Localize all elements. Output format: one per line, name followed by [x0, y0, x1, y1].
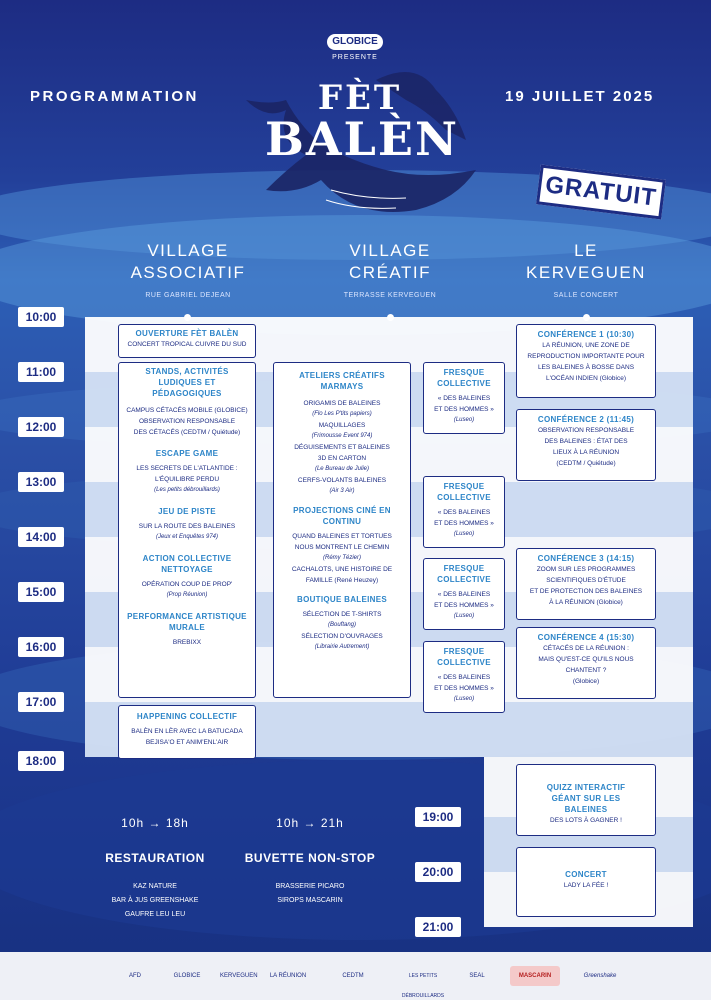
event-line: OBSERVATION RESPONSABLE [138, 418, 236, 425]
vendor-item: GAUFRE LEU LEU [124, 911, 186, 918]
event-title: FRESQUE COLLECTIVE [437, 564, 491, 584]
time-label: 11:00 [18, 362, 64, 382]
partner-logo: LA RÉUNION [269, 973, 307, 979]
event-title: STANDS, ACTIVITÉS LUDIQUES ET PÉDAGOGIQUES [145, 367, 229, 398]
event-title: CONFÉRENCE 3 (14:15) [537, 554, 635, 563]
event-title: CONFÉRENCE 2 (11:45) [537, 415, 635, 424]
event-credit: (Luseo) [453, 613, 475, 619]
event-line: ET DES HOMMES » [434, 406, 494, 413]
partner-logo: MASCARIN [510, 966, 560, 986]
event-line: CONCERT TROPICAL CUIVRE DU SUD [127, 341, 247, 348]
event-title: PROJECTIONS CINÉ EN CONTINU [293, 506, 391, 526]
event-line: ET DES HOMMES » [434, 685, 494, 692]
partner-logo: Greenshake [583, 973, 617, 979]
programmation-label: PROGRAMMATION [30, 88, 199, 105]
column-title-line: VILLAGE [147, 241, 229, 260]
event-line: LADY LA FÉE ! [563, 882, 609, 889]
event-line: DES LOTS À GAGNER ! [550, 817, 622, 824]
concert-box [516, 847, 656, 917]
event-line: FAMILLE (René Heuzey) [305, 577, 379, 584]
event-credit: (Le Bureau de Julie) [314, 466, 370, 472]
event-title: CONFÉRENCE 1 (10:30) [537, 330, 635, 339]
vendor-item: BAR À JUS GREENSHAKE [111, 897, 199, 904]
buvette-title: BUVETTE NON-STOP [244, 851, 376, 865]
event-line: SÉLECTION D'OUVRAGES [301, 633, 383, 640]
event-line: SCIENTIFIQUES D'ÉTUDE [546, 577, 626, 584]
event-line: CÉTACÉS DE LA RÉUNION : [543, 645, 629, 652]
event-title: ATELIERS CRÉATIFS MARMAYS [299, 371, 385, 391]
event-title: FRESQUE COLLECTIVE [437, 647, 491, 667]
event-line: « DES BALEINES [437, 591, 491, 598]
event-line: QUAND BALEINES ET TORTUES [292, 533, 392, 540]
time-label: 19:00 [415, 807, 461, 827]
vendor-item: KAZ NATURE [133, 883, 177, 890]
time-label: 18:00 [18, 751, 64, 771]
event-credit: (Frimousse Event 974) [311, 433, 373, 439]
partner-logo: SEAL [469, 973, 485, 979]
time-label: 12:00 [18, 417, 64, 437]
event-line: OPÉRATION COUP DE PROP' [141, 581, 233, 588]
event-line: LA RÉUNION, UNE ZONE DE [542, 342, 630, 349]
event-line: « DES BALEINES [437, 674, 491, 681]
event-line: (CEDTM / Quiétude) [556, 460, 616, 467]
time-label: 20:00 [415, 862, 461, 882]
event-title: PERFORMANCE ARTISTIQUE MURALE [127, 612, 247, 632]
quizz-box [516, 764, 656, 836]
ouverture-box [118, 324, 256, 358]
restauration-list [95, 880, 215, 922]
time-label: 16:00 [18, 637, 64, 657]
event-line: MAIS QU'EST-CE QU'ILS NOUS [538, 656, 634, 663]
column-header-associatif [108, 240, 268, 284]
partner-logo: GLOBICE [173, 973, 201, 979]
event-title: FRESQUE COLLECTIVE [437, 368, 491, 388]
happening-box [118, 705, 256, 759]
event-line: « DES BALEINES [437, 509, 491, 516]
event-line: L'ÉQUILIBRE PERDU [154, 476, 220, 483]
column-title-line: ASSOCIATIF [130, 263, 246, 282]
restauration-time: 10h → 18h [121, 816, 189, 830]
column-title-line: KERVEGUEN [526, 263, 646, 282]
event-credit: (Prop Réunion) [166, 592, 208, 598]
event-line: DES BALEINES : ÉTAT DES [544, 438, 628, 445]
event-credit: (Luseo) [453, 531, 475, 537]
event-credit: (Air 3 Air) [329, 488, 355, 494]
event-line: DES CÉTACÉS (CEDTM / Quiétude) [133, 429, 241, 436]
vendor-item: BRASSERIE PICARO [275, 883, 345, 890]
event-credit: (Luseo) [453, 696, 475, 702]
event-title: ACTION COLLECTIVE NETTOYAGE [142, 554, 232, 574]
event-title: FRESQUE COLLECTIVE [437, 482, 491, 502]
event-line: DÉGUISEMENTS ET BALEINES [294, 444, 390, 451]
title-fet: FÈT [317, 78, 403, 118]
event-line: BREBIXX [172, 639, 202, 646]
event-line: CAMPUS CÉTACÉS MOBILE (GLOBICE) [126, 407, 248, 414]
fresque-box [423, 476, 505, 548]
partner-logo: LES PETITS DÉBROUILLARDS [401, 973, 445, 999]
event-title: JEU DE PISTE [158, 507, 216, 516]
conference-box [516, 627, 656, 699]
fresque-box [423, 558, 505, 630]
time-label: 10:00 [18, 307, 64, 327]
event-line: ET DES HOMMES » [434, 520, 494, 527]
column-location: RUE GABRIEL DEJEAN [145, 292, 231, 299]
partner-logo: AFD [129, 973, 141, 979]
time-label: 17:00 [18, 692, 64, 712]
event-line: SUR LA ROUTE DES BALEINES [138, 523, 236, 530]
event-title: QUIZZ INTERACTIF GÉANT SUR LES BALEINES [546, 783, 626, 814]
column-location: TERRASSE KERVEGUEN [343, 292, 437, 299]
time-label: 13:00 [18, 472, 64, 492]
time-label: 15:00 [18, 582, 64, 602]
event-line: (Globice) [572, 678, 600, 685]
column-header-kerveguen [506, 240, 666, 284]
vendor-item: SIROPS MASCARIN [277, 897, 343, 904]
event-line: CERFS-VOLANTS BALEINES [297, 477, 387, 484]
event-line: BALÈN EN LÈR AVEC LA BATUCADA [131, 728, 243, 735]
event-line: ORIGAMIS DE BALEINES [303, 400, 381, 407]
event-date: 19 JUILLET 2025 [505, 88, 655, 105]
event-line: « DES BALEINES [437, 395, 491, 402]
event-line: ET DE PROTECTION DES BALEINES [529, 588, 643, 595]
event-credit: (Flo Les P'tits papiers) [312, 411, 372, 417]
event-line: CHANTENT ? [565, 667, 607, 674]
event-line: 3D EN CARTON [317, 455, 367, 462]
event-title: BOUTIQUE BALEINES [297, 595, 387, 604]
event-line: LES SECRETS DE L'ATLANTIDE : [136, 465, 238, 472]
event-credit: (Rémy Tézier) [322, 555, 361, 561]
partner-logo: KERVEGUEN [220, 973, 258, 979]
event-line: CACHALOTS, UNE HISTOIRE DE [291, 566, 393, 573]
event-credit: (Luseo) [453, 417, 475, 423]
event-title: HAPPENING COLLECTIF [136, 712, 238, 721]
event-credit: (Bouftang) [327, 622, 357, 628]
restauration-title: RESTAURATION [105, 851, 205, 865]
globice-logo: GLOBICE [327, 34, 383, 50]
partner-logo: CEDTM [342, 973, 364, 979]
event-credit: (Jeux et Enquêtes 974) [155, 534, 219, 540]
event-line: LES BALEINES À BOSSE DANS [537, 364, 635, 371]
event-line: ET DES HOMMES » [434, 602, 494, 609]
column-header-creatif [310, 240, 470, 284]
column-title-line: LE [574, 241, 598, 260]
event-line: MAQUILLAGES [318, 422, 366, 429]
event-line: À LA RÉUNION (Globice) [549, 599, 623, 606]
event-title: OUVERTURE FÈT BALÈN [135, 329, 239, 338]
event-line: SÉLECTION DE T-SHIRTS [302, 611, 382, 618]
event-line: BEJISA'O ET ANIM'ENL'AIR [145, 739, 229, 746]
event-line: OBSERVATION RESPONSABLE [537, 427, 635, 434]
buvette-time: 10h → 21h [276, 816, 344, 830]
time-label: 21:00 [415, 917, 461, 937]
column-title-line: CRÉATIF [349, 263, 431, 282]
event-title: ESCAPE GAME [155, 449, 219, 458]
buvette-list [250, 880, 370, 908]
title-balen: BALÈN [264, 112, 460, 166]
event-line: ZOOM SUR LES PROGRAMMES [536, 566, 636, 573]
column-title-line: VILLAGE [349, 241, 431, 260]
event-line: LIEUX À LA RÉUNION [552, 449, 620, 456]
conference-box [516, 548, 656, 620]
event-line: REPRODUCTION IMPORTANTE POUR [527, 353, 645, 360]
creatif-box [273, 362, 411, 698]
column-location: SALLE CONCERT [553, 292, 619, 299]
event-title: CONFÉRENCE 4 (15:30) [537, 633, 635, 642]
gratuit-badge: GRATUIT [536, 164, 666, 219]
conference-box [516, 409, 656, 481]
event-title: CONCERT [565, 870, 607, 879]
fresque-box [423, 362, 505, 434]
conference-box [516, 324, 656, 398]
fresque-box [423, 641, 505, 713]
presente-label: PRESENTE [332, 54, 378, 61]
associatif-box [118, 362, 256, 698]
event-credit: (Librairie Autrement) [314, 644, 370, 650]
time-label: 14:00 [18, 527, 64, 547]
event-line: L'OCÉAN INDIEN (Globice) [546, 375, 626, 382]
event-credit: (Les petits débrouillards) [154, 487, 220, 493]
event-line: NOUS MONTRENT LE CHEMIN [294, 544, 390, 551]
